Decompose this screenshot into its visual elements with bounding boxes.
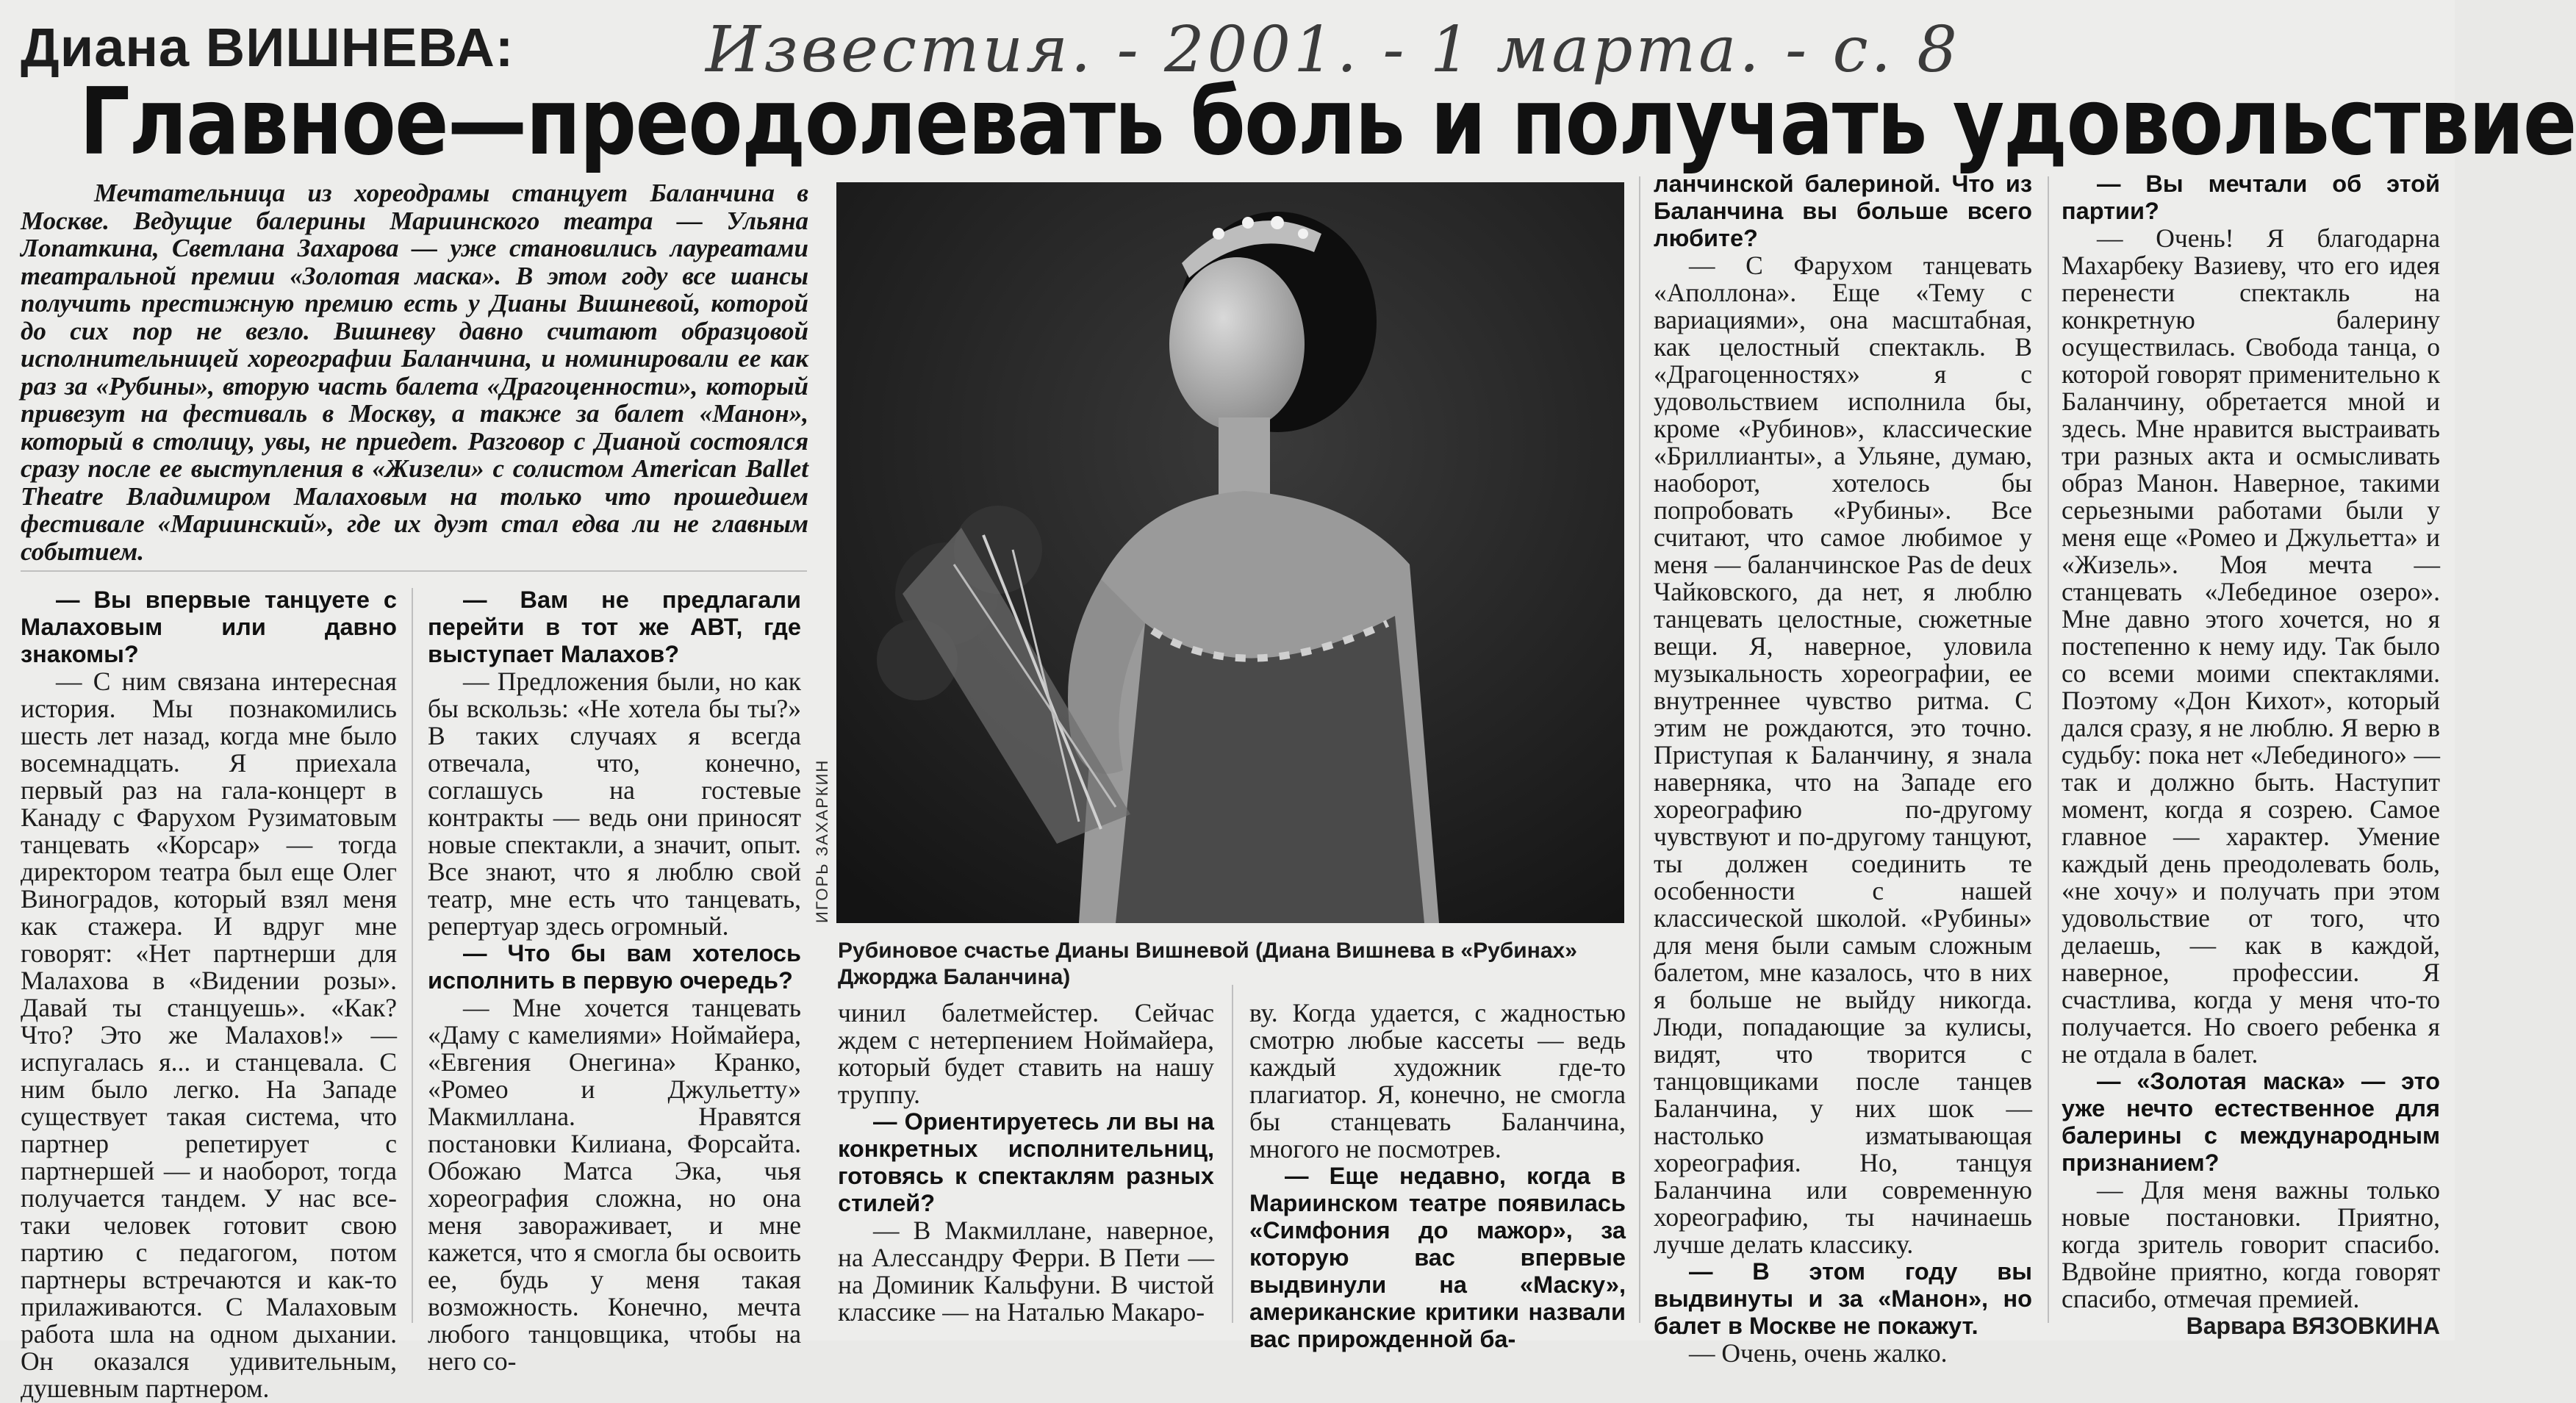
answer: — Очень! Я благодарна Махарбеку Вазиеву, что его идея перенести спектакль на конкретную балерину осуществилась. Свобода танца, о которой говорят применительно к Баланчину, обретается мной и здесь. Мне нравится выстраивать три разных акта и осмысливать образ Манон. Наверное, такими серьезными работами были у меня еще «Ромео и Джульетта» и «Жизель». Моя мечта — станцевать «Лебединое озеро». Мне давно этого хочется, но я постепенно к нему иду. Так было со всеми моими спектаклями. Поэтому «Дон Кихот», который дался сразу, я не люблю. Я верю в судьбу: пока нет «Лебединого» — так и должно быть. Наступит момент, когда я созрею. Самое главное — характер. Умение каждый день преодолевать боль, «не хочу» и получать при этом удовольствие от того, что делаешь, — как в каждой, наверное, профессии. Я счастлива, когда у меня что-то получается. Но своего ребенка я не отдала в балет. — [2062, 223, 2440, 1069]
author-signature: Варвара ВЯЗОВКИНА — [2186, 1313, 2440, 1339]
photo-caption: Рубиновое счастье Дианы Вишневой (Диана Вишнева в «Рубинах» Джорджа Баланчина) — [838, 939, 1577, 989]
answer: — С Фарухом танцевать «Аполлона». Еще «Тему с вариациями», она масштабная, как целостный спектакль. В «Драгоценностях» я с удовольствием исполнила бы, кроме «Рубинов», классические «Бриллианты», а Ульяне, думаю, наоборот, хотелось бы попробовать «Рубины». Все считают, что самое любимое у меня — баланчинское Pas de deux Чайковского, да нет, я люблю танцевать целостные, сюжетные вещи. Я, наверное, уловила музыкальность хореографии, ее внутреннее чувство ритма. С этим не рождаются, это точно. Приступая к Баланчину, я знала наверняка, что на Западе его хореографию по-другому чувствуют и по-другому танцуют, ты должен соединить те особенности с нашей классической школой. «Рубины» для меня были самым сложным балетом, мне казалось, что в них я больше не выйду никогда. Люди, попадающие за кулисы, видят, что творится с танцовщиками после танцев Баланчина, у них шок — настолько изматывающая хореография. Но, танцуя Баланчина или современную хореографию, ты начинаешь лучше делать классику. — [1654, 251, 2032, 1259]
question: — «Золотая маска» — это уже нечто естественное для балерины с международным признанием? — [2062, 1068, 2440, 1176]
lead-paragraph — [21, 179, 808, 566]
column-5 — [1654, 171, 2032, 1368]
handwritten-source-note: Известия. - 2001. - 1 марта. - с. 8 — [706, 13, 1961, 87]
divider — [412, 588, 413, 1323]
question: — Ориентируетесь ли вы на конкретных исполнительниц, готовясь к спектаклям разных стилей? — [838, 1108, 1214, 1216]
photo-credit: ИГОРЬ ЗАХАРКИН — [813, 758, 831, 923]
question: — Вы мечтали об этой партии? — [2062, 171, 2440, 224]
lead-text: Мечтательница из хореодрамы станцует Баланчина в Москве. Ведущие балерины Мариинского театра — Ульяна Лопаткина, Светлана Захарова — уже становились лауреатами театральной премии «Золотая маска». В этом году все шансы получить престижную премию есть у Дианы Вишневой, которой до сих пор не везло. Вишневу давно считают образцовой исполнительницей хореографии Баланчина, и номинировали ее как раз за «Рубины», вторую часть балета «Драгоценности», который привезут на фестиваль в Москву, а также за балет «Манон», который в столицу, увы, не приедет. Разговор с Дианой состоялся сразу после ее выступления в «Жизели» с солистом American Ballet Theatre Владимиром Малаховым на только что прошедшем фестивале «Мариинский», где их дуэт стал едва ли не главным событием. — [21, 179, 808, 566]
question: — Еще недавно, когда в Мариинском театре появилась «Симфония до мажор», за которую вас впервые выдвинули на «Маску», американские критики назвали вас прирожденной ба- — [1249, 1163, 1626, 1352]
headline: Главное—преодолевать боль и получать удовольствие — [79, 68, 2576, 176]
kicker: Диана ВИШНЕВА: — [21, 17, 514, 78]
photo-diana-vishneva — [836, 182, 1624, 923]
question: — В этом году вы выдвинуты и за «Манон», но балет в Москве не покажут. — [1654, 1258, 2032, 1339]
question-continued: ланчинской балериной. Что из Баланчина вы больше всего любите? — [1654, 171, 2032, 251]
column-2 — [428, 586, 801, 1376]
answer: — Мне хочется танцевать «Даму с камелиями» Ноймайера, «Евгения Онегина» Кранко, «Ромео и Джульетту» Макмиллана. Нравятся постановки Килиана, Форсайта. Обожаю Матса Эка, чья хореография сложна, но она меня завораживает, и мне кажется, что я смогла бы освоить ее, будь у меня такая возможность. Конечно, мечта любого танцовщика, чтобы на него со- — [428, 993, 801, 1376]
question: — Что бы вам хотелось исполнить в первую очередь? — [428, 940, 801, 994]
column-6 — [2062, 171, 2440, 1339]
question: — Вы впервые танцуете с Малаховым или давно знакомы? — [21, 586, 397, 667]
answer: — С ним связана интересная история. Мы познакомились шесть лет назад, когда мне было восемнадцать. Я приехала первый раз на гала-концерт в Канаду с Фарухом Рузиматовым танцевать «Корсар» — тогда директором театра был еще Олег Виноградов, который взял меня как стажера. И вдруг мне говорят: «Нет партнерши для Малахова в «Видении розы». Давай ты станцуешь». «Как? Что? Это же Малахов!» — испугалась я... и станцевала. С ним было легко. На Западе существует такая система, что партнер репетирует с партнершей — и наоборот, тогда получается тандем. У нас все-таки человек готовит свою партию с педагогом, потом партнеры встречаются и как-то прилаживаются. С Малаховым работа шла на одном дыхании. Он оказался удивительным, душевным партнером. — [21, 667, 397, 1403]
divider — [1232, 985, 1233, 1323]
question: — Вам не предлагали перейти в тот же АВТ, где выступает Малахов? — [428, 586, 801, 667]
answer: — Для меня важны только новые постановки. Приятно, когда зритель говорит спасибо. Вдвойне приятно, когда говорят спасибо, отмечая премией. — [2062, 1175, 2440, 1313]
ballerina-photo-illustration — [836, 182, 1624, 923]
answer-continued: ву. Когда удается, с жадностью смотрю любые кассеты — ведь каждый художник где-то плагиатор. Я, конечно, не смогла бы станцевать Баланчина, многого не посмотрев. — [1249, 998, 1626, 1163]
column-4 — [1249, 998, 1626, 1352]
divider — [2048, 176, 2049, 1323]
answer-continued: чинил балетмейстер. Сейчас ждем с нетерпением Ноймайера, который будет ставить на нашу труппу. — [838, 998, 1214, 1109]
divider — [21, 570, 807, 572]
answer: — Очень, очень жалко. — [1689, 1338, 1948, 1368]
answer: — В Макмиллане, наверное, на Алессандру Ферри. В Пети — на Доминик Кальфуни. В чистой классике — на Наталью Макаро- — [838, 1216, 1214, 1327]
answer: — Предложения были, но как бы вскользь: «Не хотела бы ты?» В таких случаях я всегда отвечала, что, конечно, соглашусь на гостевые контракты — ведь они приносят новые спектакли, а значит, опыт. Все знают, что я люблю свой театр, мне есть что танцевать, репертуар здесь огромный. — [428, 667, 801, 941]
column-1 — [21, 586, 397, 1403]
divider — [1639, 176, 1640, 1323]
column-3 — [838, 998, 1214, 1327]
